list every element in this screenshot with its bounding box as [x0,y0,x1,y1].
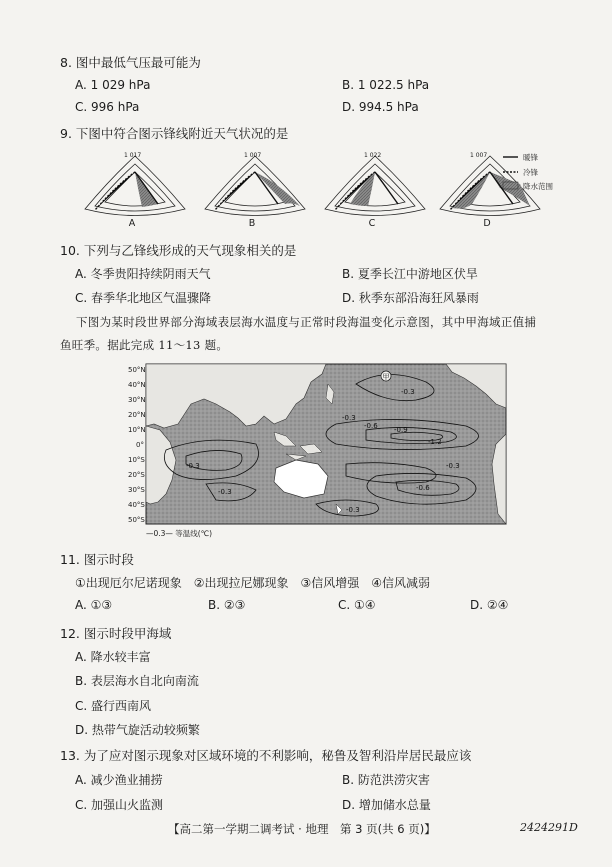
lat-label: 20°N [128,411,146,419]
contour-label: -0.9 [394,426,408,434]
contour-label: -0.3 [342,414,356,422]
contour-label: -0.3 [186,462,200,470]
intro-line-2: 鱼旺季。据此完成 11～13 题。 [60,338,229,352]
q10-option-d: D. 秋季东部沿海狂风暴雨 [342,291,479,305]
contour-label: -0.3 [218,488,232,496]
panel-caption-c: C [368,218,376,229]
q12-option-b: B. 表层海水自北向南流 [75,674,199,688]
sea-temperature-map [146,364,506,529]
legend-warm-front: 暖锋 [523,153,538,162]
lat-label: 50°N [128,366,146,374]
q10-option-a: A. 冬季贵阳持续阴雨天气 [75,267,211,281]
region-jia-marker: 甲 [382,373,390,381]
q13-option-d: D. 增加储水总量 [342,798,431,812]
q11-option-a: A. ①③ [75,598,113,612]
lat-label: 0° [136,441,144,449]
q10-option-b: B. 夏季长江中游地区伏旱 [342,267,478,281]
q13-stem: 13. 为了应对图示现象对区域环境的不利影响，秘鲁及智利沿岸居民最应该 [60,748,472,763]
q11-statements: ①出现厄尔尼诺现象 ②出现拉尼娜现象 ③信风增强 ④信风减弱 [75,576,431,590]
lat-label: 50°S [128,516,145,524]
contour-label: -0.3 [401,388,415,396]
isobar-label-d: 1 007 [470,152,488,159]
panel-caption-b: B [248,218,256,229]
q10-stem: 10. 下列与乙锋线形成的天气现象相关的是 [60,243,297,258]
q11-option-c: C. ①④ [338,598,376,612]
q8-option-c: C. 996 hPa [75,100,140,114]
intro-line-1: 下图为某时段世界部分海域表层海水温度与正常时段海温变化示意图，其中甲海域正值捕 [76,315,537,329]
q12-stem: 12. 图示时段甲海域 [60,626,172,641]
q11-stem: 11. 图示时段 [60,552,134,567]
panel-caption-a: A [128,218,136,229]
q12-option-c: C. 盛行西南风 [75,699,152,713]
q8-option-a: A. 1 029 hPa [75,78,151,92]
front-legend-symbols [503,157,518,189]
contour-label: -0.6 [416,484,430,492]
map-legend: —0.3— 等温线(℃) [146,529,213,538]
panel-caption-d: D [483,218,491,229]
q11-option-b: B. ②③ [208,598,246,612]
q12-option-d: D. 热带气旋活动较频繁 [75,723,200,737]
isobar-label-c: 1 022 [364,152,382,159]
q9-stem: 9. 下图中符合图示锋线附近天气状况的是 [60,126,289,141]
exam-code: 2424291D [520,821,578,834]
lat-label: 20°S [128,471,145,479]
legend-precip-range: 降水范围 [523,182,553,191]
q13-option-a: A. 减少渔业捕捞 [75,773,163,787]
isobar-label-a: 1 017 [124,152,142,159]
panel-c [325,156,425,216]
q8-stem: 8. 图中最低气压最可能为 [60,55,201,70]
page-footer: 【高二第一学期二调考试 · 地理 第 3 页(共 6 页)】 [168,822,436,836]
q12-option-a: A. 降水较丰富 [75,650,151,664]
legend-cold-front: 冷锋 [523,168,538,177]
lat-label: 30°S [128,486,145,494]
q11-option-d: D. ②④ [470,598,509,612]
lat-label: 30°N [128,396,146,404]
panel-b [205,156,305,216]
lat-label: 10°S [128,456,145,464]
front-diagram-panels [0,144,612,244]
q8-option-d: D. 994.5 hPa [342,100,419,114]
contour-label: -0.6 [364,422,378,430]
contour-label: -0.3 [446,462,460,470]
isobar-label-b: 1 007 [244,152,262,159]
lat-label: 40°N [128,381,146,389]
lat-label: 40°S [128,501,145,509]
q13-option-b: B. 防范洪涝灾害 [342,773,430,787]
contour-label: -0.3 [346,506,360,514]
q10-option-c: C. 春季华北地区气温骤降 [75,291,212,305]
q13-option-c: C. 加强山火监测 [75,798,164,812]
lat-label: 10°N [128,426,146,434]
panel-a [85,156,185,216]
contour-label: -1.2 [428,438,442,446]
q8-option-b: B. 1 022.5 hPa [342,78,430,92]
